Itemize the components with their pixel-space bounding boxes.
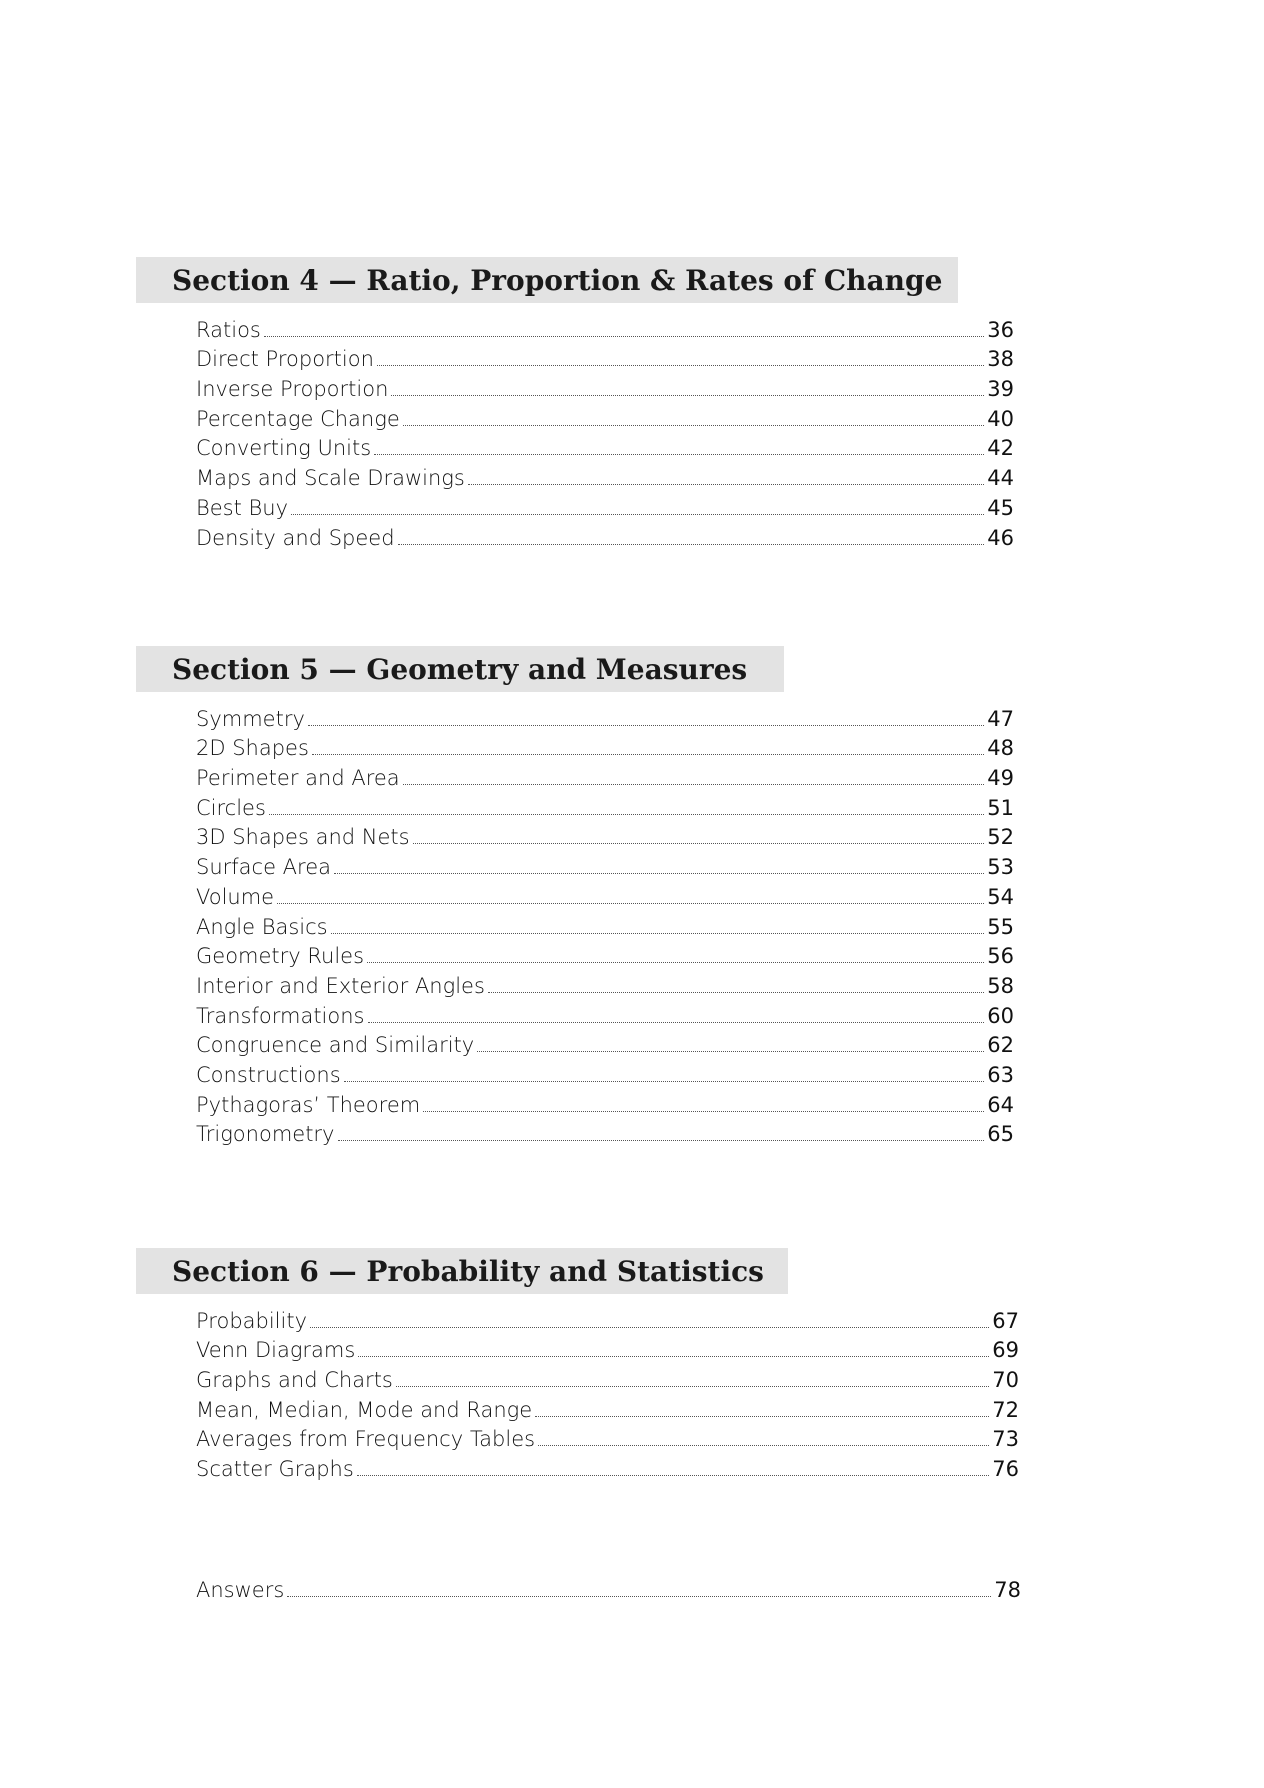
toc-entry[interactable] xyxy=(196,761,1014,791)
dot-leader xyxy=(269,814,984,815)
toc-entry[interactable] xyxy=(196,1304,1019,1334)
toc-entry[interactable] xyxy=(196,343,1014,373)
entry-label: Answers xyxy=(196,1577,285,1602)
section-header xyxy=(136,257,958,303)
dot-leader xyxy=(312,754,984,755)
entry-page: 56 xyxy=(987,944,1014,969)
section-header xyxy=(136,1248,788,1294)
toc-entries xyxy=(136,702,1014,1147)
dot-leader xyxy=(535,1416,989,1417)
entry-label: Ratios xyxy=(196,317,261,342)
toc-entry[interactable] xyxy=(196,1393,1019,1423)
toc-entry[interactable] xyxy=(196,1334,1019,1364)
section-4 xyxy=(136,257,1036,551)
entry-page: 62 xyxy=(987,1033,1014,1058)
dot-leader xyxy=(334,873,984,874)
entry-label: Symmetry xyxy=(196,706,305,731)
dot-leader xyxy=(308,725,984,726)
entry-page: 49 xyxy=(987,766,1014,791)
entry-label: Volume xyxy=(196,884,275,909)
entry-page: 60 xyxy=(987,1003,1014,1028)
section-title: Section 4 — Ratio, Proportion & Rates of Change xyxy=(172,263,943,297)
entry-page: 67 xyxy=(992,1308,1019,1333)
entry-label: Venn Diagrams xyxy=(196,1338,356,1363)
dot-leader xyxy=(403,425,985,426)
dot-leader xyxy=(264,336,984,337)
entry-label: 3D Shapes and Nets xyxy=(196,825,410,850)
toc-entry[interactable] xyxy=(196,313,1014,343)
toc-entries xyxy=(136,313,1014,551)
dot-leader xyxy=(488,992,984,993)
dot-leader xyxy=(367,962,984,963)
entry-label: Surface Area xyxy=(196,855,332,880)
entry-page: 72 xyxy=(992,1397,1019,1422)
section-header xyxy=(136,646,784,692)
toc-entry[interactable] xyxy=(196,1363,1019,1393)
entry-page: 69 xyxy=(992,1338,1019,1363)
entry-label: Constructions xyxy=(196,1062,341,1087)
dot-leader xyxy=(477,1051,984,1052)
toc-entry[interactable] xyxy=(196,821,1014,851)
section-title: Section 5 — Geometry and Measures xyxy=(172,652,748,686)
toc-entry[interactable] xyxy=(196,521,1014,551)
section-6 xyxy=(136,1248,1036,1482)
entry-page: 40 xyxy=(987,406,1014,431)
dot-leader xyxy=(310,1327,989,1328)
entry-page: 44 xyxy=(987,466,1014,491)
entry-page: 76 xyxy=(992,1457,1019,1482)
dot-leader xyxy=(377,365,984,366)
toc-entry[interactable] xyxy=(196,791,1014,821)
dot-leader xyxy=(538,1445,989,1446)
entry-label: 2D Shapes xyxy=(196,736,309,761)
toc-entry[interactable] xyxy=(196,850,1014,880)
section-title: Section 6 — Probability and Statistics xyxy=(172,1254,764,1288)
entry-page: 78 xyxy=(994,1577,1021,1602)
entry-page: 51 xyxy=(987,795,1014,820)
answers xyxy=(196,1573,1021,1603)
entry-label: Graphs and Charts xyxy=(196,1368,393,1393)
toc-entry[interactable] xyxy=(196,372,1014,402)
toc-entry[interactable] xyxy=(196,1118,1014,1148)
entry-label: Percentage Change xyxy=(196,406,400,431)
entry-page: 46 xyxy=(987,525,1014,550)
toc-entry[interactable] xyxy=(196,461,1014,491)
dot-leader xyxy=(374,454,984,455)
toc-entry[interactable] xyxy=(196,702,1014,732)
entry-page: 39 xyxy=(987,377,1014,402)
dot-leader xyxy=(396,1386,989,1387)
entry-page: 54 xyxy=(987,884,1014,909)
entry-label: Averages from Frequency Tables xyxy=(196,1427,536,1452)
toc-entry[interactable] xyxy=(196,969,1014,999)
entry-label: Congruence and Similarity xyxy=(196,1033,475,1058)
dot-leader xyxy=(344,1081,985,1082)
entry-label: Circles xyxy=(196,795,266,820)
entry-label: Mean, Median, Mode and Range xyxy=(196,1397,533,1422)
dot-leader xyxy=(391,395,984,396)
toc-entry[interactable] xyxy=(196,1452,1019,1482)
toc-entry[interactable] xyxy=(196,880,1014,910)
entry-page: 63 xyxy=(987,1062,1014,1087)
dot-leader xyxy=(413,843,985,844)
dot-leader xyxy=(357,1475,989,1476)
entry-page: 47 xyxy=(987,706,1014,731)
entry-label: Perimeter and Area xyxy=(196,766,400,791)
dot-leader xyxy=(398,544,985,545)
entry-page: 58 xyxy=(987,973,1014,998)
entry-page: 45 xyxy=(987,495,1014,520)
entry-label: Converting Units xyxy=(196,436,372,461)
toc-entry[interactable] xyxy=(196,940,1014,970)
toc-entry[interactable] xyxy=(196,402,1014,432)
toc-entry[interactable] xyxy=(196,1029,1014,1059)
entry-label: Pythagoras’ Theorem xyxy=(196,1092,421,1117)
toc-entry[interactable] xyxy=(196,1088,1014,1118)
entry-page: 70 xyxy=(992,1368,1019,1393)
dot-leader xyxy=(468,484,984,485)
toc-entry[interactable] xyxy=(196,432,1014,462)
entry-page: 64 xyxy=(987,1092,1014,1117)
entry-page: 38 xyxy=(987,347,1014,372)
entry-page: 73 xyxy=(992,1427,1019,1452)
dot-leader xyxy=(291,514,984,515)
entry-label: Scatter Graphs xyxy=(196,1457,354,1482)
toc-entry[interactable] xyxy=(196,910,1014,940)
entry-label: Maps and Scale Drawings xyxy=(196,466,465,491)
toc-entry[interactable] xyxy=(196,732,1014,762)
entry-page: 52 xyxy=(987,825,1014,850)
entry-label: Transformations xyxy=(196,1003,365,1028)
toc-entries xyxy=(136,1304,1019,1482)
entry-label: Trigonometry xyxy=(196,1122,335,1147)
entry-label: Inverse Proportion xyxy=(196,377,389,402)
toc-entry[interactable] xyxy=(196,491,1014,521)
entry-label: Angle Basics xyxy=(196,914,328,939)
entry-label: Geometry Rules xyxy=(196,944,365,969)
dot-leader xyxy=(287,1596,991,1597)
section-5 xyxy=(136,646,1036,1147)
entry-page: 55 xyxy=(987,914,1014,939)
toc-entry[interactable] xyxy=(196,1058,1014,1088)
toc-entry[interactable] xyxy=(196,1423,1019,1453)
entry-label: Best Buy xyxy=(196,495,289,520)
entry-label: Direct Proportion xyxy=(196,347,374,372)
dot-leader xyxy=(277,903,984,904)
dot-leader xyxy=(338,1140,985,1141)
dot-leader xyxy=(423,1111,984,1112)
entry-label: Probability xyxy=(196,1308,308,1333)
entry-page: 36 xyxy=(987,317,1014,342)
entry-label: Density and Speed xyxy=(196,525,395,550)
dot-leader xyxy=(403,784,985,785)
dot-leader xyxy=(358,1356,989,1357)
dot-leader xyxy=(331,933,985,934)
entry-page: 48 xyxy=(987,736,1014,761)
entry-page: 53 xyxy=(987,855,1014,880)
entry-page: 42 xyxy=(987,436,1014,461)
entry-label: Interior and Exterior Angles xyxy=(196,973,485,998)
toc-entry-answers[interactable] xyxy=(196,1573,1021,1603)
entry-page: 65 xyxy=(987,1122,1014,1147)
toc-entry[interactable] xyxy=(196,999,1014,1029)
dot-leader xyxy=(368,1022,985,1023)
